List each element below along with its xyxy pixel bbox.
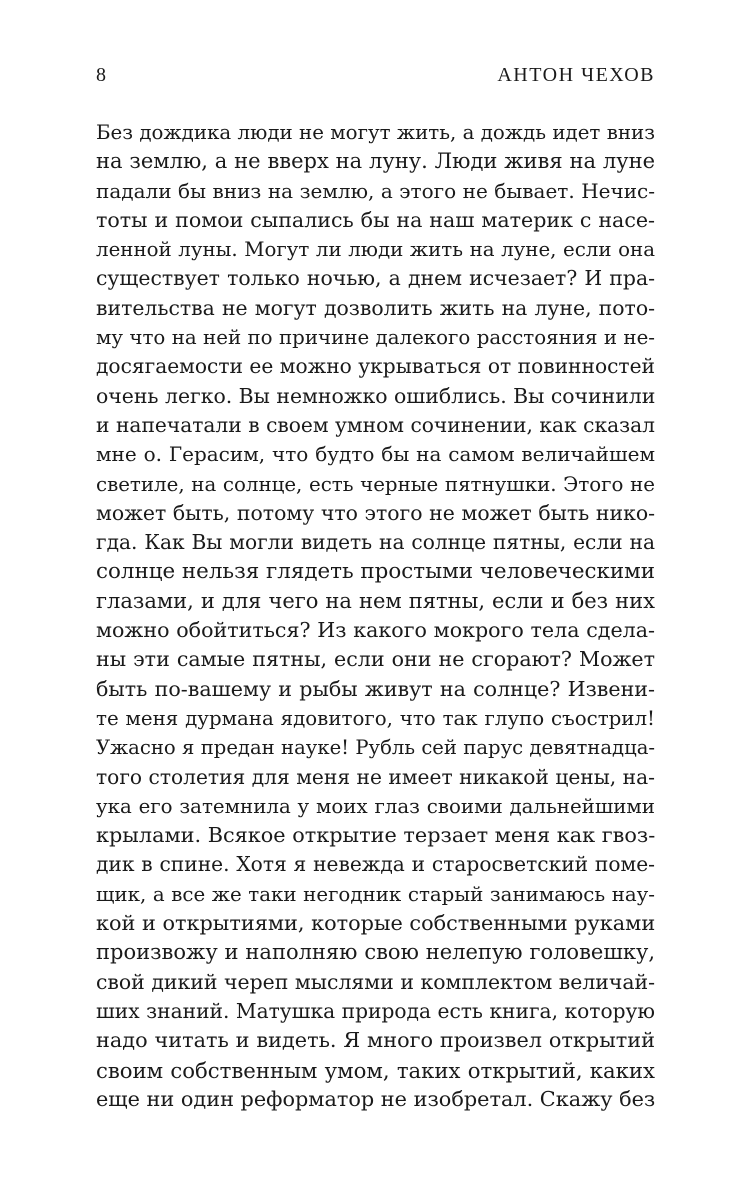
text-line: вительства не могут дозволить жить на луне, пото- bbox=[96, 295, 655, 320]
text-line: глазами, и для чего на нем пятны, если и без них bbox=[96, 588, 655, 613]
text-line: на землю, а не вверх на луну. Люди живя на луне bbox=[96, 149, 655, 174]
text-line: очень легко. Вы немножко ошиблись. Вы сочинили bbox=[96, 383, 656, 408]
text-line: му что на ней по причине далекого расстояния и не- bbox=[96, 326, 655, 350]
text-line: кой и открытиями, которые собственными руками bbox=[96, 911, 656, 936]
text-line: падали бы вниз на землю, а этого не бывает. Нечис- bbox=[96, 178, 655, 203]
text-line: быть по-вашему и рыбы живут на солнце? Извени- bbox=[96, 676, 655, 701]
text-line: досягаемости ее можно укрываться от повинностей bbox=[96, 354, 655, 379]
text-line: Ужасно я предан науке! Рубль сей парус девятнадца- bbox=[96, 736, 655, 760]
text-line: того столетия для меня не имеет никакой цены, на- bbox=[96, 764, 655, 789]
text-line: крылами. Всякое открытие терзает меня как гвоз- bbox=[96, 823, 656, 848]
text-line: ны эти самые пятны, если они не сгорают? Может bbox=[96, 647, 655, 672]
page-number: 8 bbox=[96, 64, 107, 86]
text-line: солнце нельзя глядеть простыми человеческими bbox=[96, 559, 656, 585]
text-line: еще ни один реформатор не изобретал. Скажу без bbox=[96, 1086, 656, 1111]
text-line: мне о. Герасим, что будто бы на самом величайшем bbox=[96, 442, 655, 467]
text-line: тоты и помои сыпались бы на наш материк с насе- bbox=[96, 207, 655, 232]
text-line: и напечатали в своем умном сочинении, как сказал bbox=[96, 412, 655, 437]
text-line: существует только ночью, а днем исчезает? И пра- bbox=[96, 266, 655, 291]
text-line: свой дикий череп мыслями и комплектом величай- bbox=[96, 969, 655, 994]
text-line: ших знаний. Матушка природа есть книга, которую bbox=[96, 998, 655, 1023]
text-line: надо читать и видеть. Я много произвел открытий bbox=[96, 1028, 655, 1053]
text-line: те меня дурмана ядовитого, что так глупо съострил! bbox=[96, 706, 655, 730]
text-line: дик в спине. Хотя я невежда и старосветский поме- bbox=[96, 852, 655, 877]
text-line: щик, а все же таки негодник старый занимаюсь нау- bbox=[96, 882, 655, 906]
text-line: гда. Как Вы могли видеть на солнце пятны, если на bbox=[96, 530, 655, 555]
text-line: ленной луны. Могут ли люди жить на луне, если она bbox=[96, 238, 655, 262]
text-line: Без дождика люди не могут жить, а дождь идет вниз bbox=[96, 121, 655, 144]
running-head bbox=[96, 64, 655, 94]
text-line: произвожу и наполняю свою нелепую головешку, bbox=[96, 940, 655, 965]
text-line: светиле, на солнце, есть черные пятнушки. Этого не bbox=[96, 472, 655, 496]
text-line: ука его затемнила у моих глаз своими дальнейшими bbox=[96, 794, 655, 818]
text-line: может быть, потому что этого не может быть нико- bbox=[96, 500, 655, 525]
text-line: можно обойтиться? Из какого мокрого тела сдела- bbox=[96, 618, 655, 643]
body-text bbox=[96, 118, 655, 1114]
text-line: своим собственным умом, таких открытий, каких bbox=[96, 1057, 655, 1083]
book-author: АНТОН ЧЕХОВ bbox=[497, 64, 655, 86]
